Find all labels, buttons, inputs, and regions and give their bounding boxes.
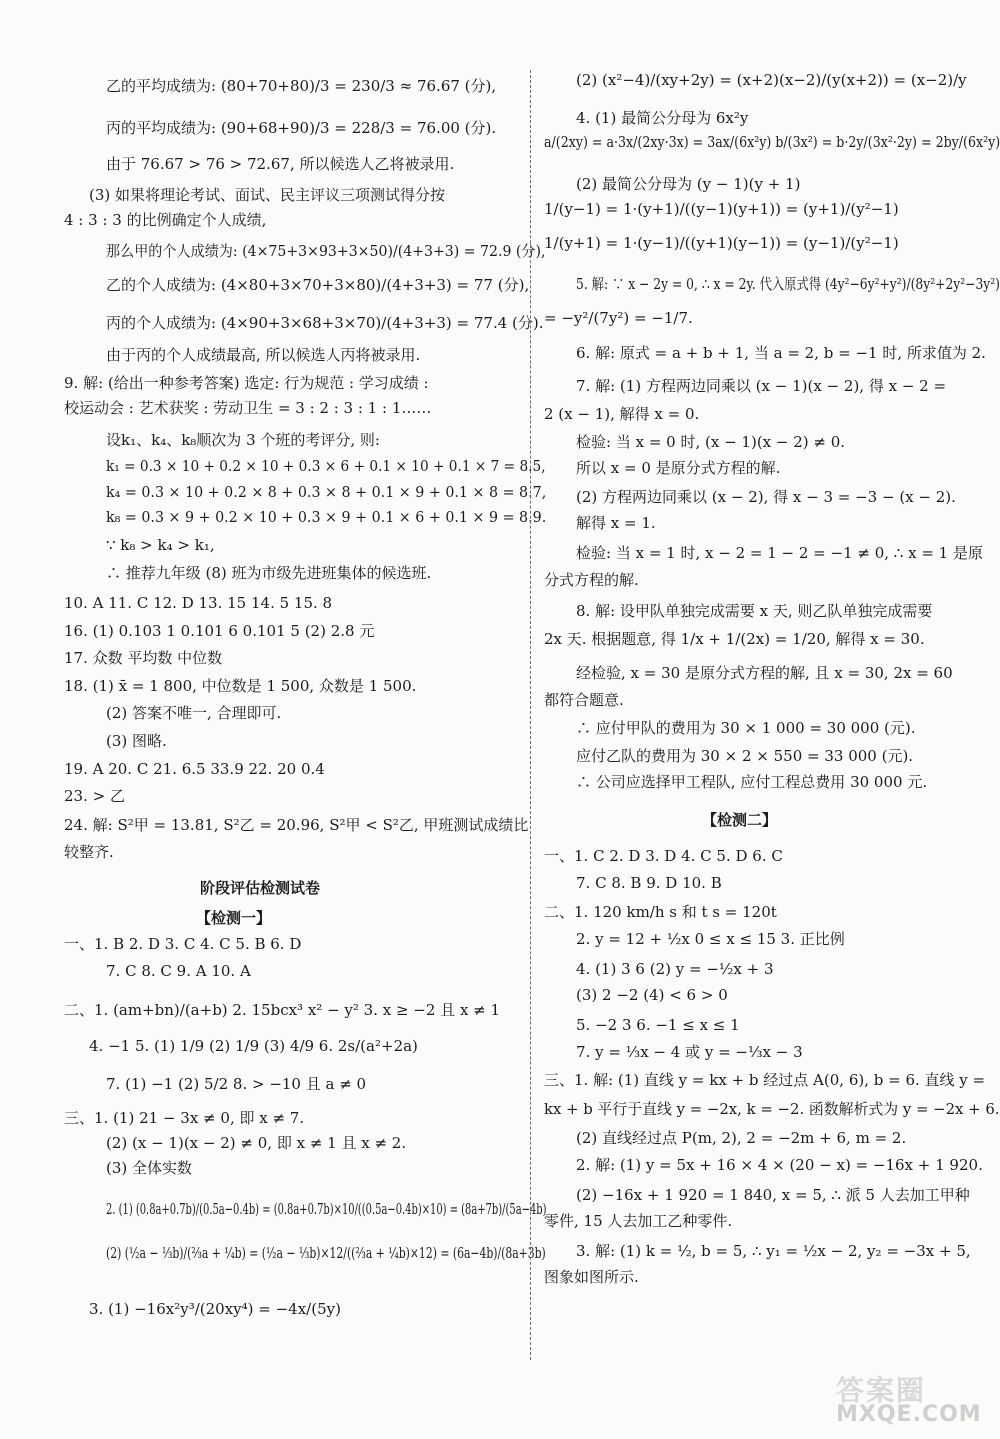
left-line-4: (3) 如果将理论考试、面试、民主评议三项测试得分按 xyxy=(89,186,446,204)
left-line-12: 设k₁、k₄、k₈顺次为 3 个班的考评分, 则: xyxy=(106,431,380,449)
right-line-34: 三、1. 解: (1) 直线 y = kx + b 经过点 A(0, 6), b = 6. 直线 y = xyxy=(544,1071,986,1089)
right-line-18: 8. 解: 设甲队单独完成需要 x 天, 则乙队单独完成需要 xyxy=(576,602,933,620)
right-line-32: 5. −2 3 6. −1 ≤ x ≤ 1 xyxy=(576,1016,740,1034)
left-line-24: 19. A 20. C 21. 6.5 33.9 22. 20 0.4 xyxy=(64,760,325,778)
right-line-1: (2) (x²−4)/(xy+2y) = (x+2)(x−2)/(y(x+2)) = (x−2)/y xyxy=(576,71,967,89)
left-line-39: (2) (½a − ⅓b)/(⅔a + ¼b) = (½a − ⅓b)×12/((⅔a + ¼b)×12) = (6a−4b)/(8a+3b) xyxy=(106,1244,546,1262)
left-line-7: 乙的个人成绩为: (4×80+3×70+3×80)/(4+3+3) = 77 (分), xyxy=(106,276,530,294)
right-line-2: 4. (1) 最简公分母为 6x²y xyxy=(576,109,749,127)
right-line-39: 零件, 15 人去加工乙种零件. xyxy=(544,1212,733,1230)
right-line-11: 2 (x − 1), 解得 x = 0. xyxy=(544,405,700,423)
left-line-20: 17. 众数 平均数 中位数 xyxy=(64,649,223,667)
right-line-20: 经检验, x = 30 是原分式方程的解, 且 x = 30, 2x = 60 xyxy=(576,664,953,682)
watermark xyxy=(836,1369,986,1427)
right-line-33: 7. y = ⅓x − 4 或 y = −⅓x − 3 xyxy=(576,1043,803,1061)
right-line-3: a/(2xy) = a·3x/(2xy·3x) = 3ax/(6x²y) b/(3x²) = b·2y/(3x²·2y) = 2by/(6x²y) xyxy=(544,133,1000,151)
left-line-8: 丙的个人成绩为: (4×90+3×68+3×70)/(4+3+3) = 77.4 (分). xyxy=(106,314,544,332)
right-line-40: 3. 解: (1) k = ½, b = 5, ∴ y₁ = ½x − 2, y₂ = −3x + 5, xyxy=(576,1242,971,1260)
left-line-16: ∵ k₈ > k₄ > k₁, xyxy=(106,536,215,554)
left-line-5: 4 : 3 : 3 的比例确定个人成绩, xyxy=(64,211,267,229)
right-line-8: = −y²/(7y²) = −1/7. xyxy=(544,309,693,327)
left-line-9: 由于丙的个人成绩最高, 所以候选人丙将被录用. xyxy=(106,346,421,364)
right-line-19: 2x 天. 根据题意, 得 1/x + 1/(2x) = 1/20, 解得 x = 30. xyxy=(544,630,925,648)
column-divider xyxy=(530,70,531,1360)
right-line-25: 【检测二】 xyxy=(702,811,778,829)
left-line-30: 一、1. B 2. D 3. C 4. C 5. B 6. D xyxy=(64,935,302,953)
right-line-21: 都符合题意. xyxy=(544,691,624,709)
right-line-5: 1/(y−1) = 1·(y+1)/((y−1)(y+1)) = (y+1)/(y²−1) xyxy=(544,200,899,218)
left-line-29: 【检测一】 xyxy=(196,909,272,927)
right-line-17: 分式方程的解. xyxy=(544,571,639,589)
right-line-7: 5. 解: ∵ x − 2y = 0, ∴ x = 2y. 代入原式得 (4y²−6y²+y²)/(8y²+2y²−3y²) xyxy=(576,275,1000,293)
right-line-22: ∴ 应付甲队的费用为 30 × 1 000 = 30 000 (元). xyxy=(576,719,916,737)
right-line-24: ∴ 公司应选择甲工程队, 应付工程总费用 30 000 元. xyxy=(576,773,928,791)
watermark-logo: 答案圈 xyxy=(836,1374,927,1407)
right-line-31: (3) 2 −2 (4) < 6 > 0 xyxy=(576,986,728,1004)
left-line-32: 二、1. (am+bn)/(a+b) 2. 15bcx³ x² − y² 3. x ≥ −2 且 x ≠ 1 xyxy=(64,1001,501,1019)
right-line-12: 检验: 当 x = 0 时, (x − 1)(x − 2) ≠ 0. xyxy=(576,433,846,451)
left-line-37: (3) 全体实数 xyxy=(106,1159,193,1177)
left-line-23: (3) 图略. xyxy=(106,732,167,750)
left-line-15: k₈ = 0.3 × 9 + 0.2 × 10 + 0.3 × 9 + 0.1 × 6 + 0.1 × 9 = 8.9. xyxy=(106,508,547,526)
right-line-28: 二、1. 120 km/h s 和 t s = 120t xyxy=(544,903,777,921)
left-line-26: 24. 解: S²甲 = 13.81, S²乙 = 20.96, S²甲 < S²乙, 甲班测试成绩比 xyxy=(64,816,529,834)
left-line-19: 16. (1) 0.103 1 0.101 6 0.101 5 (2) 2.8 元 xyxy=(64,622,375,640)
right-line-30: 4. (1) 3 6 (2) y = −½x + 3 xyxy=(576,960,774,978)
right-line-10: 7. 解: (1) 方程两边同乘以 (x − 1)(x − 2), 得 x − 2 = xyxy=(576,377,947,395)
left-line-31: 7. C 8. C 9. A 10. A xyxy=(106,962,251,980)
right-line-26: 一、1. C 2. D 3. D 4. C 5. D 6. C xyxy=(544,847,783,865)
left-line-36: (2) (x − 1)(x − 2) ≠ 0, 即 x ≠ 1 且 x ≠ 2. xyxy=(106,1134,407,1152)
left-line-38: 2. (1) (0.8a+0.7b)/(0.5a−0.4b) = (0.8a+0.7b)×10/((0.5a−0.4b)×10) = (8a+7b)/(5a−4b) xyxy=(106,1200,547,1218)
right-line-27: 7. C 8. B 9. D 10. B xyxy=(576,874,722,892)
right-line-41: 图象如图所示. xyxy=(544,1268,639,1286)
watermark-url: MXQE.COM xyxy=(836,1402,982,1427)
left-line-28: 阶段评估检测试卷 xyxy=(200,879,321,897)
right-line-14: (2) 方程两边同乘以 (x − 2), 得 x − 3 = −3 − (x − 2). xyxy=(576,488,956,506)
left-line-1: 乙的平均成绩为: (80+70+80)/3 = 230/3 ≈ 76.67 (分), xyxy=(106,77,497,95)
right-line-4: (2) 最简公分母为 (y − 1)(y + 1) xyxy=(576,175,801,193)
left-line-33: 4. −1 5. (1) 1/9 (2) 1/9 (3) 4/9 6. 2s/(a²+2a) xyxy=(89,1037,418,1055)
left-line-11: 校运动会 : 艺术获奖 : 劳动卫生 = 3 : 2 : 3 : 1 : 1…… xyxy=(64,399,432,417)
right-line-13: 所以 x = 0 是原分式方程的解. xyxy=(576,459,781,477)
right-line-9: 6. 解: 原式 = a + b + 1, 当 a = 2, b = −1 时, 所求值为 2. xyxy=(576,344,986,362)
right-line-15: 解得 x = 1. xyxy=(576,514,656,532)
left-line-13: k₁ = 0.3 × 10 + 0.2 × 10 + 0.3 × 6 + 0.1 × 10 + 0.1 × 7 = 8.5, xyxy=(106,457,546,475)
right-line-36: (2) 直线经过点 P(m, 2), 2 = −2m + 6, m = 2. xyxy=(576,1129,907,1147)
left-line-35: 三、1. (1) 21 − 3x ≠ 0, 即 x ≠ 7. xyxy=(64,1109,305,1127)
left-line-21: 18. (1) x̄ = 1 800, 中位数是 1 500, 众数是 1 500. xyxy=(64,677,417,695)
left-line-2: 丙的平均成绩为: (90+68+90)/3 = 228/3 = 76.00 (分). xyxy=(106,119,497,137)
left-line-14: k₄ = 0.3 × 10 + 0.2 × 8 + 0.3 × 8 + 0.1 × 9 + 0.1 × 8 = 8.7, xyxy=(106,483,547,501)
right-line-37: 2. 解: (1) y = 5x + 16 × 4 × (20 − x) = −16x + 1 920. xyxy=(576,1156,983,1174)
left-line-34: 7. (1) −1 (2) 5/2 8. > −10 且 a ≠ 0 xyxy=(106,1075,367,1093)
right-line-23: 应付乙队的费用为 30 × 2 × 550 = 33 000 (元). xyxy=(576,747,914,765)
right-line-38: (2) −16x + 1 920 = 1 840, x = 5, ∴ 派 5 人去加工甲种 xyxy=(576,1186,970,1204)
right-line-29: 2. y = 12 + ½x 0 ≤ x ≤ 15 3. 正比例 xyxy=(576,930,845,948)
left-line-22: (2) 答案不唯一, 合理即可. xyxy=(106,704,282,722)
right-line-16: 检验: 当 x = 1 时, x − 2 = 1 − 2 = −1 ≠ 0, ∴ x = 1 是原 xyxy=(576,544,983,562)
right-line-35: kx + b 平行于直线 y = −2x, k = −2. 函数解析式为 y = −2x + 6. xyxy=(544,1100,1000,1118)
left-line-18: 10. A 11. C 12. D 13. 15 14. 5 15. 8 xyxy=(64,594,333,612)
left-line-25: 23. > 乙 xyxy=(64,787,125,805)
left-line-17: ∴ 推荐九年级 (8) 班为市级先进班集体的候选班. xyxy=(106,564,432,582)
left-line-10: 9. 解: (给出一种参考答案) 选定: 行为规范 : 学习成绩 : xyxy=(64,374,429,392)
left-line-27: 较整齐. xyxy=(64,843,114,861)
left-line-3: 由于 76.67 > 76 > 72.67, 所以候选人乙将被录用. xyxy=(106,155,455,173)
left-line-40: 3. (1) −16x²y³/(20xy⁴) = −4x/(5y) xyxy=(89,1300,341,1318)
right-line-6: 1/(y+1) = 1·(y−1)/((y+1)(y−1)) = (y−1)/(y²−1) xyxy=(544,234,899,252)
left-line-6: 那么甲的个人成绩为: (4×75+3×93+3×50)/(4+3+3) = 72.9 (分), xyxy=(106,242,546,260)
